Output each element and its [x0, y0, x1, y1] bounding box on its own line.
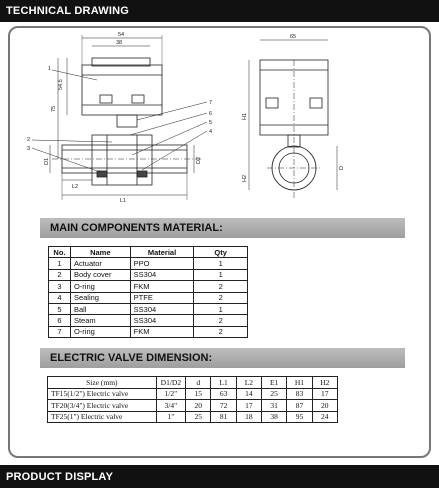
dim-h1-label: H1	[242, 112, 248, 120]
callout-6: 6	[209, 111, 213, 117]
dim-65-label: 65	[290, 34, 297, 40]
cell-size: TF20(3/4") Electric valve	[48, 400, 157, 412]
cell-no: 3	[49, 281, 71, 292]
table-row	[48, 411, 338, 423]
cell-l2: 14	[236, 388, 261, 400]
dim-d1-label: D1	[44, 157, 50, 165]
cell-no: 2	[49, 269, 71, 280]
valve-housing	[92, 135, 152, 185]
cell-name: Steam	[70, 315, 130, 326]
cell-material: SS304	[130, 269, 194, 280]
cell-e1: 25	[262, 388, 287, 400]
cell-l2: 17	[236, 400, 261, 412]
cell-qty: 1	[194, 269, 248, 280]
technical-drawing-header	[0, 0, 439, 22]
header-h2: H2	[312, 377, 337, 389]
cell-qty: 1	[194, 303, 248, 314]
dim-d2-label: D2	[196, 156, 202, 164]
valve-drawing-svg	[12, 30, 427, 208]
valve-body	[62, 145, 187, 173]
callout-4: 4	[209, 129, 213, 135]
table-row	[49, 303, 248, 314]
cell-material: PPO	[130, 258, 194, 269]
technical-drawing	[12, 30, 427, 208]
cell-size: TF25(1") Electric valve	[48, 411, 157, 423]
cell-no: 5	[49, 303, 71, 314]
cell-d1d2: 1/2"	[156, 388, 186, 400]
dimension-table	[47, 376, 338, 423]
cell-h1: 83	[287, 388, 312, 400]
components-table	[48, 246, 248, 338]
header-material: Material	[130, 247, 194, 258]
table-row	[49, 326, 248, 337]
components-header-row	[49, 247, 248, 258]
table-row	[48, 388, 338, 400]
cell-h2: 17	[312, 388, 337, 400]
cell-name: Ball	[70, 303, 130, 314]
cell-d1d2: 3/4"	[156, 400, 186, 412]
table-row	[49, 258, 248, 269]
header-size: Size (mm)	[48, 377, 157, 389]
cell-d: 20	[186, 400, 211, 412]
dim-l2-label: L2	[72, 184, 79, 190]
cell-e1: 31	[262, 400, 287, 412]
dim-38-label: 38	[116, 40, 123, 46]
cell-e1: 38	[262, 411, 287, 423]
table-row	[49, 315, 248, 326]
cell-material: SS304	[130, 315, 194, 326]
dim-54-5-label: 54.5	[58, 79, 64, 90]
cell-name: Sealing	[70, 292, 130, 303]
cell-l2: 18	[236, 411, 261, 423]
cell-l1: 81	[211, 411, 236, 423]
cell-h1: 87	[287, 400, 312, 412]
callout-2: 2	[27, 137, 31, 143]
header-d1d2: D1/D2	[156, 377, 186, 389]
cell-h2: 24	[312, 411, 337, 423]
cell-material: SS304	[130, 303, 194, 314]
components-section-title: MAIN COMPONENTS MATERIAL:	[40, 218, 405, 238]
dim-h2-label: H2	[242, 174, 248, 182]
callout-5: 5	[209, 120, 213, 126]
footer-title: PRODUCT DISPLAY	[6, 471, 114, 483]
cell-name: O-ring	[70, 326, 130, 337]
cell-h2: 20	[312, 400, 337, 412]
cell-qty: 2	[194, 326, 248, 337]
dimension-header-row	[48, 377, 338, 389]
cell-no: 7	[49, 326, 71, 337]
cell-name: O-ring	[70, 281, 130, 292]
header-title: TECHNICAL DRAWING	[6, 5, 129, 17]
cell-material: FKM	[130, 326, 194, 337]
header-name: Name	[70, 247, 130, 258]
cell-qty: 2	[194, 315, 248, 326]
cell-material: FKM	[130, 281, 194, 292]
cell-no: 1	[49, 258, 71, 269]
actuator-body	[82, 65, 162, 115]
cell-h1: 95	[287, 411, 312, 423]
cell-qty: 2	[194, 281, 248, 292]
dim-54-label: 54	[118, 32, 125, 38]
dim-75-label: 75	[51, 105, 57, 112]
cell-qty: 1	[194, 258, 248, 269]
header-l1: L1	[211, 377, 236, 389]
callout-1: 1	[48, 66, 52, 72]
dim-l1-label: L1	[120, 198, 127, 204]
cell-d: 15	[186, 388, 211, 400]
cell-name: Actuator	[70, 258, 130, 269]
table-row	[49, 269, 248, 280]
cell-name: Body cover	[70, 269, 130, 280]
header-qty: Qty	[194, 247, 248, 258]
header-h1: H1	[287, 377, 312, 389]
cell-d1d2: 1"	[156, 411, 186, 423]
table-row	[49, 281, 248, 292]
cell-l1: 63	[211, 388, 236, 400]
cell-l1: 72	[211, 400, 236, 412]
cell-no: 4	[49, 292, 71, 303]
callout-3: 3	[27, 146, 31, 152]
cell-qty: 2	[194, 292, 248, 303]
cell-no: 6	[49, 315, 71, 326]
header-l2: L2	[236, 377, 261, 389]
dim-d-label: D	[339, 166, 345, 170]
product-display-header	[0, 465, 439, 488]
cell-d: 25	[186, 411, 211, 423]
callout-7: 7	[209, 100, 213, 106]
header-d: d	[186, 377, 211, 389]
cell-material: PTFE	[130, 292, 194, 303]
header-no: No.	[49, 247, 71, 258]
cell-size: TF15(1/2") Electric valve	[48, 388, 157, 400]
header-e1: E1	[262, 377, 287, 389]
dimension-section-title: ELECTRIC VALVE DIMENSION:	[40, 348, 405, 368]
table-row	[48, 400, 338, 412]
stem	[117, 115, 137, 127]
table-row	[49, 292, 248, 303]
